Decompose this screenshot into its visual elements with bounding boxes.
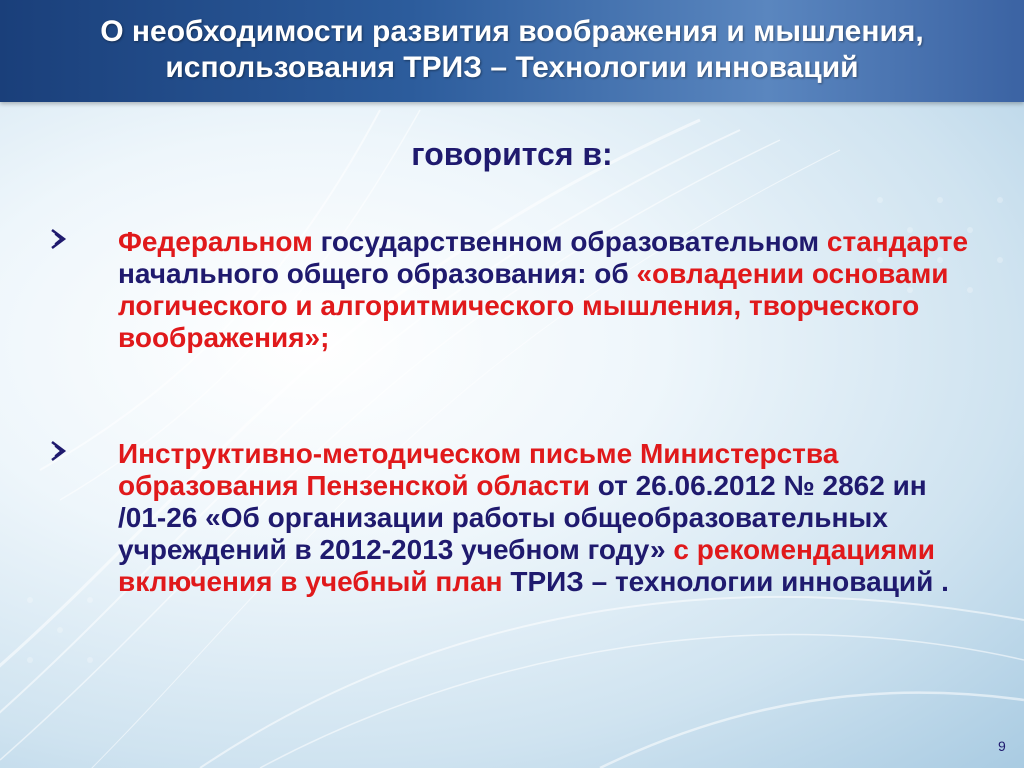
list-item bbox=[50, 226, 970, 354]
text-fragment: ТРИЗ – технологии инноваций . bbox=[502, 566, 949, 597]
title-bar bbox=[0, 0, 1024, 102]
bullet-text bbox=[118, 226, 970, 354]
bullet-text bbox=[118, 438, 970, 598]
text-fragment: государственном образовательном bbox=[312, 226, 827, 257]
text-fragment: стандарте bbox=[826, 226, 969, 257]
slide-title-line1: О необходимости развития воображения и мышления, bbox=[100, 15, 924, 48]
text-fragment: от 26.06.2012 № 2862 ин /01-26 «Об организации работы общеобразовательных учреждений в 2012-2013 учебном году» bbox=[118, 470, 927, 565]
subheading: говорится в: bbox=[411, 136, 613, 172]
slide-title-line2: использования ТРИЗ – Технологии инноваций bbox=[165, 51, 859, 84]
list-item bbox=[50, 438, 970, 598]
text-fragment: с рекомендациями включения в учебный план bbox=[118, 534, 935, 597]
text-fragment: «овладении основами логического и алгоритмического мышления, творческого воображения»; bbox=[118, 258, 949, 353]
arrow-bullet-icon bbox=[50, 228, 68, 250]
text-fragment: Федеральном bbox=[118, 226, 313, 257]
slide-title bbox=[0, 14, 1024, 86]
arrow-bullet-icon bbox=[50, 440, 68, 462]
page-number: 9 bbox=[998, 738, 1006, 754]
text-fragment: Инструктивно-методическом письме Министерства образования Пензенской области bbox=[118, 438, 839, 501]
text-fragment: начального общего образования: об bbox=[118, 258, 637, 289]
